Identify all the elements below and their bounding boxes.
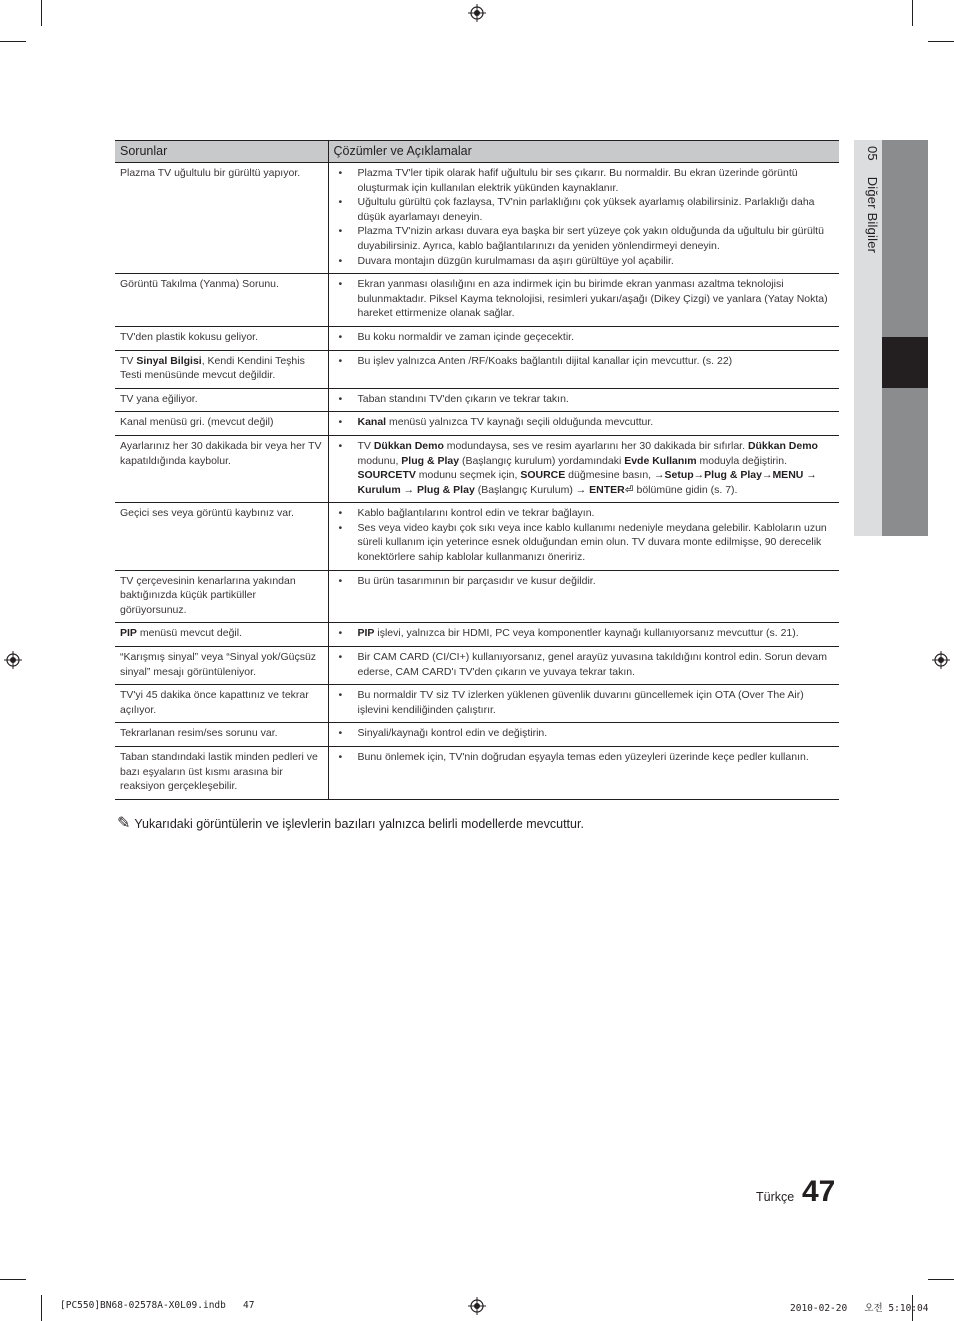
solution-cell	[328, 685, 839, 723]
text-run: Bir CAM CARD (CI/CI+) kullanıyorsanız, genel arayüz yuvasına takıldığını kontrol edin. Sorun devam ederse, CAM CARD'ı TV'den çıkarın ve yuvaya tekrar takın.	[357, 651, 827, 678]
solution-item	[337, 574, 835, 589]
footer-language: Türkçe	[756, 1190, 795, 1204]
solution-list	[337, 166, 835, 268]
problem-cell	[115, 412, 328, 436]
menu-term: Plug & Play	[401, 454, 460, 467]
table-row	[115, 326, 839, 350]
text-run: TV	[357, 439, 374, 452]
solution-item	[337, 439, 835, 497]
text-run: →	[693, 469, 705, 482]
solution-item	[337, 392, 835, 407]
registration-mark-icon	[468, 1297, 486, 1315]
solution-list	[337, 392, 835, 407]
table-row	[115, 274, 839, 327]
solution-item	[337, 650, 835, 679]
text-run: Plazma TV'ler tipik olarak hafif uğultulu bir ses çıkarır. Bu normaldir. Bu ekran üzerinde görüntü oluşturmak için kullanılan elektrik yükünden kaynaklanır.	[357, 167, 798, 194]
text-run: Taban standındaki lastik minden pedleri ve bazı eşyaların üst kısmı arasına bir reaksiyon gerçekleşebilir.	[120, 751, 318, 793]
table-row	[115, 388, 839, 412]
menu-term: TV	[402, 469, 416, 482]
table-row	[115, 350, 839, 388]
solution-list	[337, 650, 835, 679]
solution-list	[337, 688, 835, 717]
menu-term: Plug & Play	[417, 483, 475, 496]
table-row	[115, 647, 839, 685]
page-number: 47	[802, 1175, 836, 1208]
solution-list	[337, 439, 835, 497]
text-run: Bunu önlemek için, TV'nin doğrudan eşyayla temas eden yüzeyleri üzerinde keçe pedler kullanın.	[357, 751, 809, 763]
crop-mark	[41, 0, 42, 26]
text-run: “Karışmış sinyal” veya “Sinyal yok/Güçsüz sinyal” mesajı görüntüleniyor.	[120, 651, 317, 678]
solution-list	[337, 330, 835, 345]
text-run: Uğultulu gürültü çok fazlaysa, TV'nin parlaklığını çok yüksek ayarlamış olabilirsiniz. Parlaklığı daha düşük ayarlamayı deneyin.	[357, 196, 815, 223]
menu-term: PIP	[120, 627, 137, 640]
solution-cell	[328, 723, 839, 747]
table-row	[115, 435, 839, 502]
print-slug-file: [PC550]BN68-02578A-X0L09.indb 47	[60, 1300, 255, 1311]
crop-mark	[928, 41, 954, 42]
button-key-label: SOURCE	[520, 469, 566, 482]
solution-cell	[328, 623, 839, 647]
text-run: bölümüne gidin (s. 7).	[633, 483, 738, 496]
text-run: Plazma TV'nizin arkası duvara eya başka bir sert yüzeye çok yakın olduğunda da uğultulu bir gürültü duyabilirsiniz. Ayrıca, kablo bağlantılarınızı da yeniden yönlendirmeyi deneyin.	[357, 225, 824, 252]
problem-cell	[115, 570, 328, 623]
text-run: Sinyali/kaynağı kontrol edin ve değiştirin.	[357, 727, 548, 740]
text-run: Taban standını TV'den çıkarın ve tekrar takın.	[357, 392, 569, 405]
crop-mark	[912, 0, 913, 26]
text-run: menüsü yalnızca TV kaynağı seçili olduğunda mevcuttur.	[386, 416, 654, 429]
solution-cell	[328, 570, 839, 623]
solution-item	[337, 626, 835, 641]
solution-list	[337, 415, 835, 430]
chapter-side-tab	[854, 140, 928, 536]
solution-cell	[328, 435, 839, 502]
menu-term: Kurulum	[357, 483, 401, 496]
solution-item	[337, 166, 835, 195]
problem-cell	[115, 623, 328, 647]
problem-cell	[115, 435, 328, 502]
chapter-number: 05	[865, 146, 880, 161]
solution-item	[337, 195, 835, 224]
text-run: düğmesine basın, →	[565, 469, 665, 482]
menu-term: Setup	[664, 469, 694, 482]
registration-mark-icon	[4, 651, 22, 669]
text-run: Ayarlarınız her 30 dakikada bir veya her TV kapatıldığında kaybolur.	[120, 439, 322, 467]
solution-list	[337, 506, 835, 564]
solution-item	[337, 521, 835, 565]
button-key-label: ENTER	[589, 483, 625, 496]
problem-cell	[115, 503, 328, 570]
table-row	[115, 163, 839, 274]
problem-cell	[115, 647, 328, 685]
solution-cell	[328, 326, 839, 350]
enter-icon: ⏎	[624, 483, 634, 496]
text-run: Ses veya video kaybı çok sıkı veya ince kablo kullanımı nedeniyle meydana gelebilir. Kabloların uzun süreli kullanım için yeterince esnek olduğundan emin olun. TV duvara monte edilmişse, 90 derecelik konektörlere sahip kablolar kullanmanızı öneririz.	[357, 521, 827, 564]
text-run: Bu normaldir TV siz TV izlerken yüklenen güvenlik duvarını güncellemek için OTA (Over The Air) işlevini kendiliğinden çalıştırır.	[357, 689, 804, 716]
table-row	[115, 747, 839, 800]
solution-item	[337, 726, 835, 741]
solution-item	[337, 254, 835, 269]
text-run: TV	[120, 354, 137, 367]
table-row	[115, 623, 839, 647]
table-row	[115, 412, 839, 436]
side-tab-active-marker	[882, 337, 928, 388]
text-run: Kablo bağlantılarını kontrol edin ve tekrar bağlayın.	[357, 507, 595, 520]
table-row	[115, 685, 839, 723]
text-run: Bu ürün tasarımının bir parçasıdır ve kusur değildir.	[357, 574, 596, 587]
text-run: Duvara montajın düzgün kurulmaması da aşırı gürültüye yol açabilir.	[357, 254, 674, 267]
button-key-label: MENU →	[772, 469, 817, 482]
text-run: menüsü mevcut değil.	[136, 627, 242, 640]
table-row	[115, 570, 839, 623]
text-run: TV yana eğiliyor.	[120, 392, 198, 405]
solution-list	[337, 574, 835, 589]
problem-cell	[115, 388, 328, 412]
solution-cell	[328, 350, 839, 388]
solution-list	[337, 354, 835, 369]
text-run: Plazma TV uğultulu bir gürültü yapıyor.	[120, 167, 301, 179]
text-run: TV'yi 45 dakika önce kapattınız ve tekrar açılıyor.	[120, 689, 309, 716]
text-run: Bu koku normaldir ve zaman içinde geçecektir.	[357, 330, 575, 343]
problem-cell	[115, 350, 328, 388]
column-header-solutions: Çözümler ve Açıklamalar	[328, 141, 839, 163]
text-run: Kanal menüsü gri. (mevcut değil)	[120, 416, 274, 429]
solution-item	[337, 506, 835, 521]
footnote	[117, 813, 584, 833]
text-run: modundaysa, ses ve resim ayarlarını her 30 dakikada bir sıfırlar.	[443, 439, 748, 452]
chapter-title: Diğer Bilgiler	[865, 176, 880, 254]
text-run: Görüntü Takılma (Yanma) Sorunu.	[120, 278, 279, 291]
problem-cell	[115, 723, 328, 747]
solution-item	[337, 415, 835, 430]
chapter-label	[856, 146, 880, 253]
footnote-text: Yukarıdaki görüntülerin ve işlevlerin bazıları yalnızca belirli modellerde mevcuttur.	[134, 817, 584, 831]
solution-cell	[328, 747, 839, 800]
problem-cell	[115, 274, 328, 327]
menu-term: Plug & Play	[704, 469, 762, 482]
problem-cell	[115, 747, 328, 800]
table-header-row	[115, 141, 839, 163]
solution-item	[337, 688, 835, 717]
solution-list	[337, 277, 835, 321]
text-run: Tekrarlanan resim/ses sorunu var.	[120, 727, 278, 740]
menu-term: PIP	[357, 627, 375, 640]
text-run: TV çerçevesinin kenarlarına yakından baktığınızda küçük partiküller görüyorsunuz.	[120, 574, 296, 616]
text-run: işlevi, yalnızca bir HDMI, PC veya komponentler kaynağı kullanıyorsanız mevcuttur (s. 21).	[374, 627, 799, 640]
text-run: →	[400, 483, 418, 496]
menu-term: Kanal	[357, 416, 387, 429]
solution-item	[337, 354, 835, 369]
table-row	[115, 503, 839, 570]
text-run: , Kendi Kendini Teşhis Testi menüsünde mevcut değildir.	[120, 354, 305, 382]
menu-term: Sinyal Bilgisi	[136, 354, 202, 367]
solution-list	[337, 626, 835, 641]
solution-cell	[328, 503, 839, 570]
problem-cell	[115, 685, 328, 723]
crop-mark	[41, 1295, 42, 1321]
text-run: (Başlangıç kurulum) yordamındaki	[459, 454, 625, 467]
crop-mark	[0, 1279, 26, 1280]
solution-cell	[328, 163, 839, 274]
text-run: Ekran yanması olasılığını en aza indirmek için bu birimde ekran yanması azaltma teknolojisi bulunmaktadır. Piksel Kayma teknolojisi, resimleri yukarı/aşağı (Dikey Çizgi) ve yanlara (Yatay Nokta) hareket ettirmenize olanak sağlar.	[357, 278, 828, 320]
solution-cell	[328, 388, 839, 412]
crop-mark	[0, 41, 26, 42]
menu-term: Dükkan Demo	[747, 439, 818, 452]
solution-item	[337, 277, 835, 321]
text-run: (Başlangıç Kurulum) →	[474, 483, 590, 496]
solution-cell	[328, 274, 839, 327]
solution-item	[337, 750, 835, 765]
troubleshooting-table	[115, 140, 839, 800]
solution-item	[337, 224, 835, 253]
registration-mark-icon	[932, 651, 950, 669]
crop-mark	[928, 1279, 954, 1280]
print-slug-timestamp: 2010-02-20 오전 5:10:04	[790, 1303, 929, 1314]
solution-item	[337, 330, 835, 345]
menu-term: Evde Kullanım	[624, 454, 697, 467]
text-run: Geçici ses veya görüntü kaybınız var.	[120, 507, 294, 520]
registration-mark-icon	[468, 4, 486, 22]
solution-list	[337, 750, 835, 765]
button-key-label: SOURCE	[357, 469, 403, 482]
text-run: TV'den plastik kokusu geliyor.	[120, 330, 258, 343]
text-run: moduyla değiştirin.	[696, 454, 788, 467]
text-run: →	[761, 469, 773, 482]
text-run: modunu seçmek için,	[415, 469, 521, 482]
solution-list	[337, 726, 835, 741]
problem-cell	[115, 326, 328, 350]
problem-cell	[115, 163, 328, 274]
column-header-problems: Sorunlar	[115, 141, 328, 163]
text-run: Bu işlev yalnızca Anten /RF/Koaks bağlantılı dijital kanallar için mevcuttur. (s. 22)	[357, 354, 733, 367]
solution-cell	[328, 647, 839, 685]
text-run: modunu,	[357, 454, 402, 467]
menu-term: Dükkan Demo	[373, 439, 444, 452]
pencil-icon: ✎	[117, 815, 131, 832]
solution-cell	[328, 412, 839, 436]
table-row	[115, 723, 839, 747]
